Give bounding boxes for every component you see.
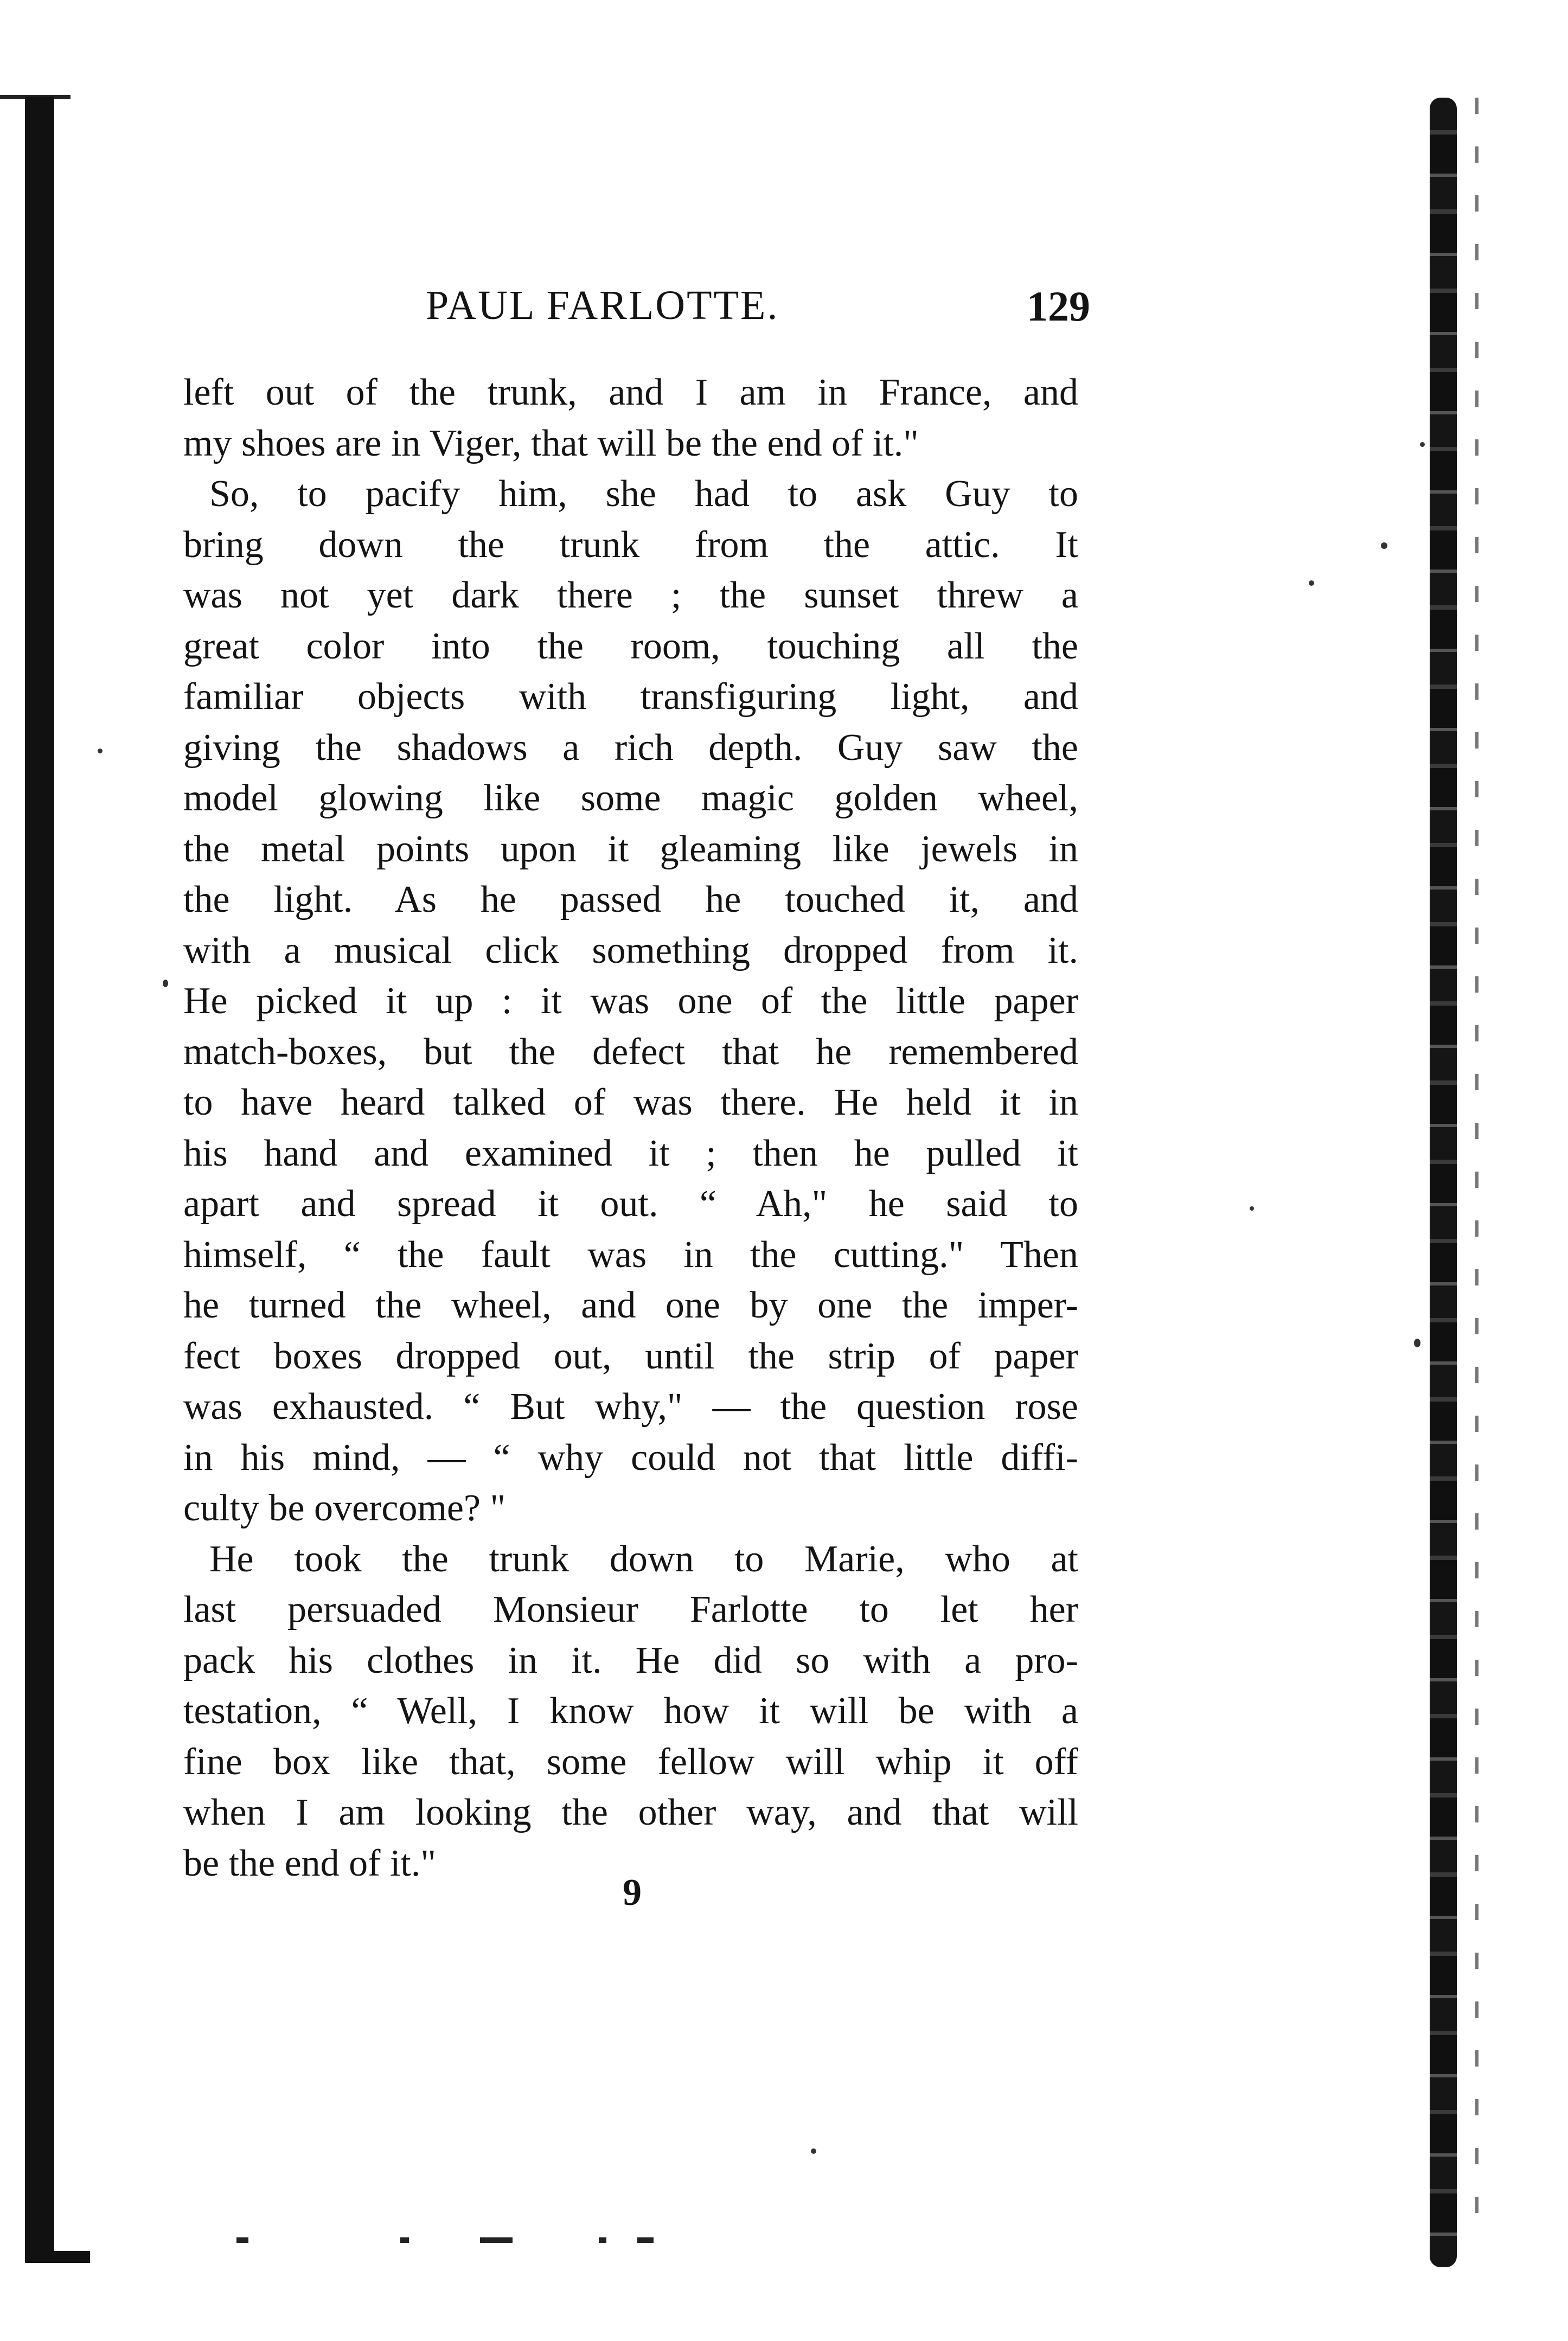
scan-speck	[1414, 1339, 1420, 1347]
text-line: giving the shadows a rich depth. Guy saw the	[183, 726, 1078, 769]
text-line: He took the trunk down to Marie, who at	[209, 1538, 1078, 1580]
running-head	[179, 282, 1090, 342]
text-line: was not yet dark there ; the sunset threw a	[183, 574, 1078, 616]
text-line: apart and spread it out. “ Ah," he said to	[183, 1183, 1078, 1225]
scan-right-edge	[1430, 98, 1457, 2267]
text-line: testation, “ Well, I know how it will be with a	[183, 1690, 1078, 1732]
body-text	[183, 367, 1078, 1889]
text-line: pack his clothes in it. He did so with a pro-	[183, 1639, 1078, 1681]
text-line: So, to pacify him, she had to ask Guy to	[209, 473, 1078, 515]
text-line: the metal points upon it gleaming like jewels in	[183, 828, 1078, 870]
scan-bottom-mark	[400, 2237, 409, 2243]
scan-left-gutter-foot	[25, 2251, 90, 2263]
scan-bottom-mark	[480, 2237, 513, 2243]
text-line: culty be overcome? "	[183, 1487, 506, 1529]
text-line: when I am looking the other way, and that will	[183, 1792, 1078, 1833]
text-line: bring down the trunk from the attic. It	[183, 523, 1078, 566]
scan-speck	[1420, 442, 1425, 447]
text-line: He picked it up : it was one of the little paper	[183, 980, 1078, 1022]
text-line: himself, “ the fault was in the cutting." Then	[183, 1233, 1078, 1276]
text-line: match-boxes, but the defect that he remembered	[183, 1031, 1078, 1073]
scan-speck	[1381, 542, 1387, 549]
text-line: familiar objects with transfiguring light, and	[183, 676, 1078, 718]
text-line: model glowing like some magic golden wheel,	[183, 777, 1078, 819]
scan-speck	[1309, 580, 1314, 586]
text-line: fect boxes dropped out, until the strip of paper	[183, 1335, 1078, 1377]
text-line: be the end of it."	[183, 1842, 436, 1884]
text-line: was exhausted. “ But why," — the question rose	[183, 1386, 1078, 1428]
text-line: he turned the wheel, and one by one the imper-	[183, 1284, 1078, 1326]
scan-speck	[98, 749, 103, 753]
text-line: fine box like that, some fellow will whip it off	[183, 1741, 1078, 1783]
text-line: with a musical click something dropped from it.	[183, 929, 1078, 971]
text-line: his hand and examined it ; then he pulled it	[183, 1132, 1078, 1174]
scan-speck	[163, 980, 168, 987]
signature-mark: 9	[623, 1872, 642, 1914]
text-line: last persuaded Monsieur Farlotte to let her	[183, 1589, 1078, 1630]
scan-speck	[811, 2148, 816, 2154]
text-line: left out of the trunk, and I am in France, and	[183, 372, 1078, 413]
text-line: my shoes are in Viger, that will be the end of it."	[183, 422, 919, 464]
text-line: the light. As he passed he touched it, and	[183, 879, 1078, 920]
text-line: to have heard talked of was there. He held it in	[183, 1082, 1078, 1123]
scan-bottom-mark	[599, 2237, 606, 2243]
scan-speck	[1250, 1206, 1254, 1211]
running-title: PAUL FARLOTTE.	[426, 283, 779, 328]
scan-bottom-mark	[637, 2237, 654, 2243]
text-line: great color into the room, touching all the	[183, 625, 1078, 667]
scan-right-edge-trace	[1475, 98, 1479, 2240]
text-line: in his mind, — “ why could not that little diffi-	[183, 1436, 1078, 1479]
scan-left-gutter	[25, 97, 54, 2261]
page-number: 129	[1027, 283, 1090, 330]
scan-bottom-mark	[236, 2237, 248, 2243]
